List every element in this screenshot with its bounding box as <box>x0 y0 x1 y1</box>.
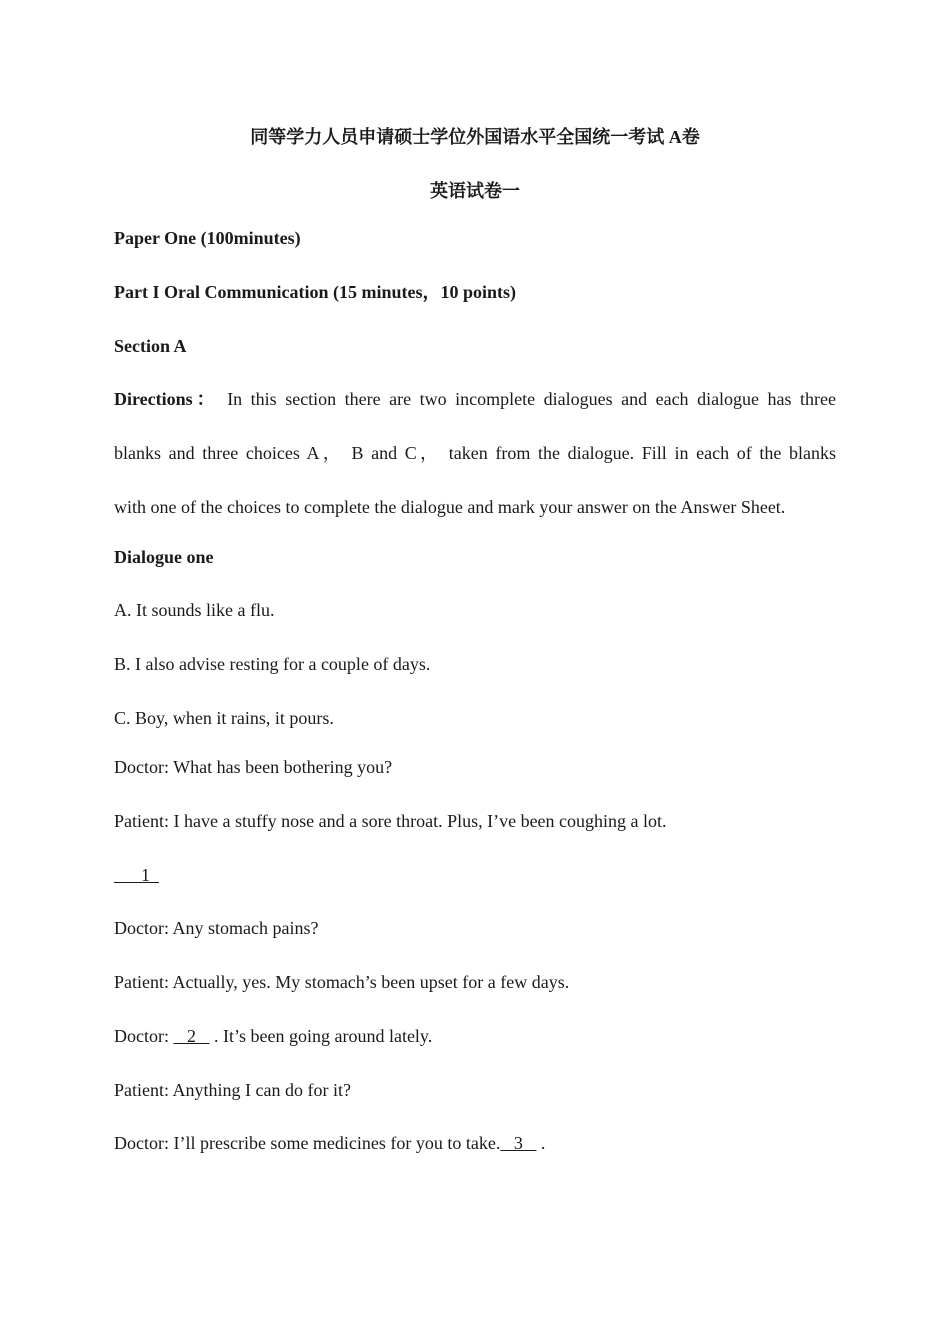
dialogue-line-5-suffix: . It’s been going around lately. <box>209 1026 433 1046</box>
directions-line-1 <box>114 388 836 410</box>
section-heading: Section A <box>114 336 187 356</box>
dialogue-title: Dialogue one <box>114 547 214 567</box>
choice-c: C. Boy, when it rains, it pours. <box>114 708 334 728</box>
paper-heading: Paper One (100minutes) <box>114 228 301 248</box>
blank-3: 3 <box>500 1133 537 1153</box>
dialogue-line-2: Patient: I have a stuffy nose and a sore throat. Plus, I’ve been coughing a lot. <box>114 811 667 831</box>
dialogue-line-5 <box>114 1025 836 1047</box>
dialogue-line-7-prefix: Doctor: I’ll prescribe some medicines for you to take. <box>114 1133 501 1153</box>
dialogue-line-5-prefix: Doctor: <box>114 1026 174 1046</box>
part-heading: Part I Oral Communication (15 minutes，10 points) <box>114 282 516 302</box>
choice-a: A. It sounds like a flu. <box>114 600 275 620</box>
blank-2: 2 <box>173 1026 210 1046</box>
paper-subtitle: 英语试卷一 <box>430 181 520 201</box>
dialogue-line-7-suffix: . <box>536 1133 546 1153</box>
directions-line-2: blanks and three choices A， B and C， taken from the dialogue. Fill in each of the blanks <box>114 443 836 463</box>
dialogue-line-7 <box>114 1132 836 1154</box>
dialogue-line-4: Patient: Actually, yes. My stomach’s been upset for a few days. <box>114 972 570 992</box>
dialogue-line-6: Patient: Anything I can do for it? <box>114 1080 351 1100</box>
directions-line-3: with one of the choices to complete the dialogue and mark your answer on the Answer Sheet. <box>114 497 786 517</box>
answer-blank-1 <box>114 864 836 886</box>
blank-1: 1 <box>114 865 159 885</box>
choice-b: B. I also advise resting for a couple of days. <box>114 654 431 674</box>
dialogue-line-3: Doctor: Any stomach pains? <box>114 918 319 938</box>
dialogue-line-1: Doctor: What has been bothering you? <box>114 757 393 777</box>
directions-text-1: In this section there are two incomplete dialogues and each dialogue has three <box>227 389 837 409</box>
exam-title: 同等学力人员申请硕士学位外国语水平全国统一考试 A卷 <box>250 127 700 147</box>
directions-label: Directions： <box>114 389 219 409</box>
